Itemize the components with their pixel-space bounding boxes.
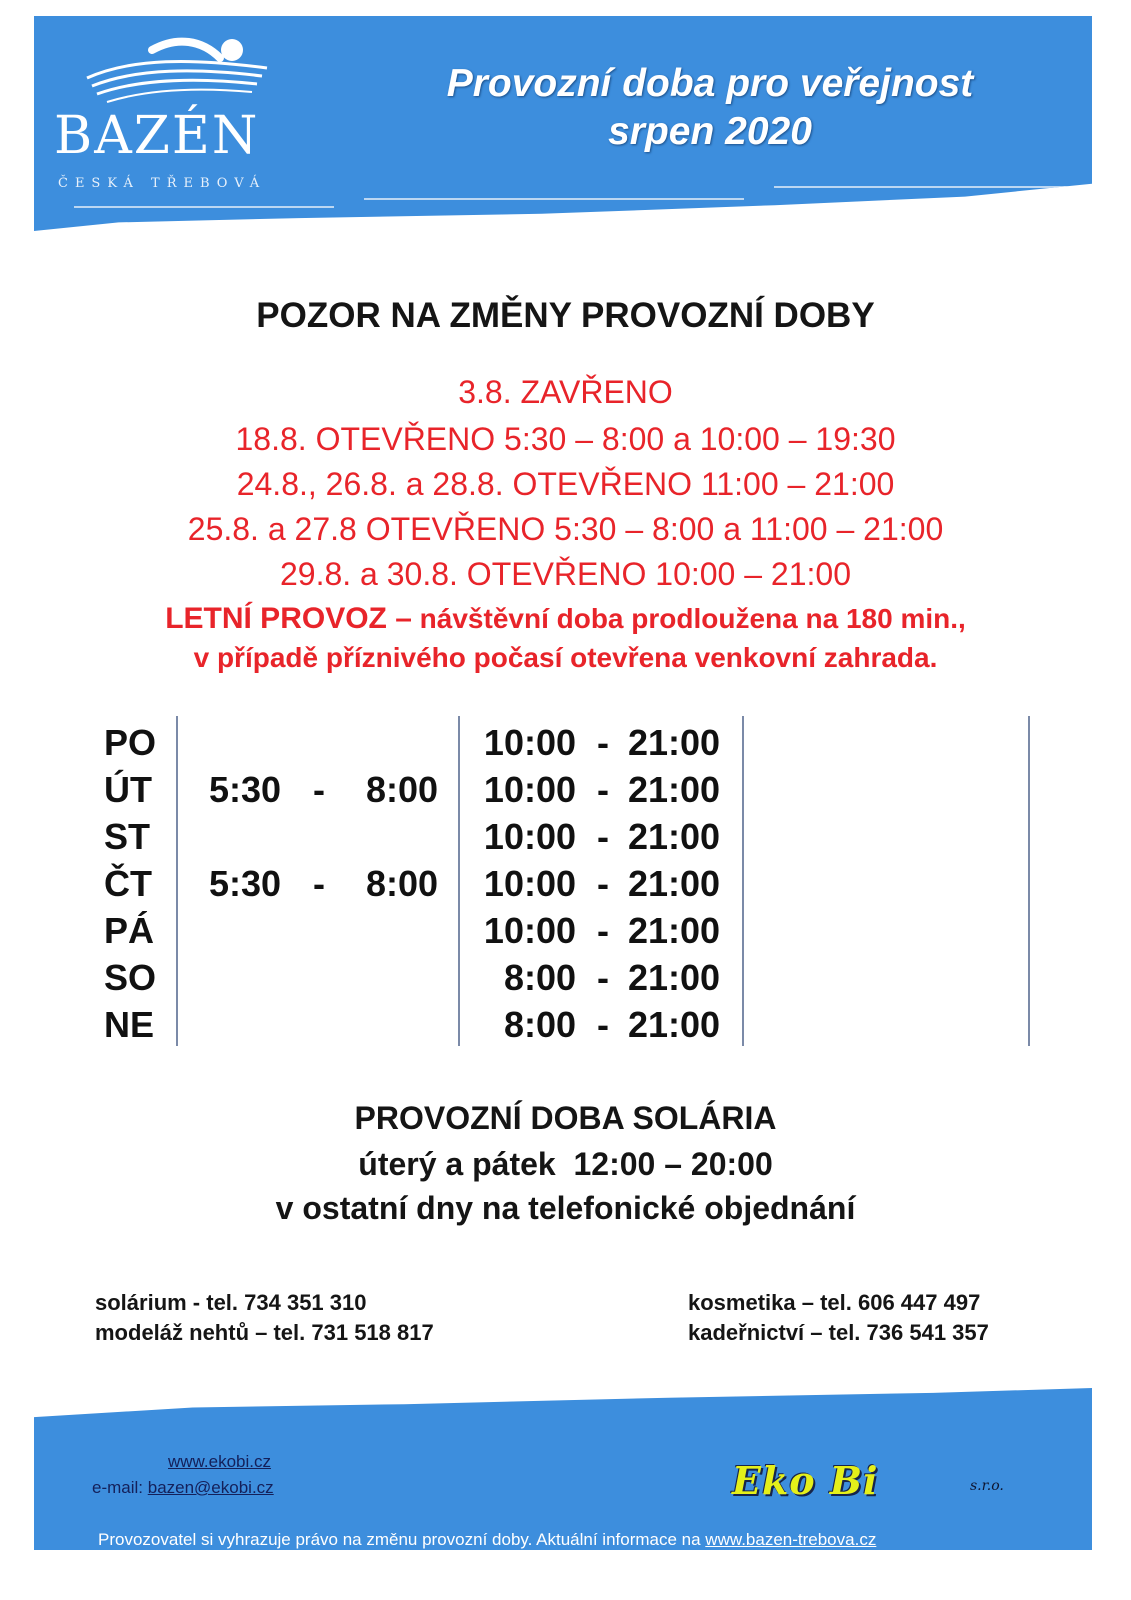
disclaimer [98,1530,876,1550]
contact-solarium: solárium - tel. 734 351 310 [95,1290,367,1315]
change-line: 25.8. a 27.8 OTEVŘENO 5:30 – 8:00 a 11:00 – 21:00 [187,511,944,547]
contact-nails: modeláž nehtů – tel. 731 518 817 [95,1320,434,1345]
afternoon-dash: - [597,957,609,998]
afternoon-end: 21:00 [628,816,721,857]
ekobi-logo: Eko Bi [732,1458,879,1503]
summer-note-label: LETNÍ PROVOZ – [165,602,412,635]
afternoon-start: 10:00 [483,769,576,810]
wave-streak [74,206,334,208]
afternoon-start: 10:00 [483,863,576,904]
morning-end: 8:00 [366,769,439,810]
afternoon-dash: - [597,1004,609,1045]
bazen-logo [52,28,312,191]
table-row [0,1004,1131,1051]
solarium-hours: úterý a pátek 12:00 – 20:00 [358,1146,773,1182]
afternoon-end: 21:00 [628,769,721,810]
afternoon-dash: - [597,910,609,951]
logo-brand: BAZÉN [54,106,260,166]
day-cell: PÁ [104,910,155,951]
afternoon-end: 21:00 [628,863,721,904]
day-cell: ČT [104,863,152,904]
page-title: Provozní doba pro veřejnost [446,62,974,105]
afternoon-end: 21:00 [628,1004,721,1045]
afternoon-start: 8:00 [503,1004,576,1045]
afternoon-dash: - [597,816,609,857]
disclaimer-link[interactable]: www.bazen-trebova.cz [705,1530,877,1549]
morning-end: 8:00 [366,863,439,904]
morning-start: 5:30 [209,769,282,810]
summer-note-text: návštěvní doba prodloužena na 180 min., [411,603,966,634]
morning-start: 5:30 [209,863,282,904]
afternoon-end: 21:00 [628,957,721,998]
table-row [0,863,1131,910]
afternoon-dash: - [597,722,609,763]
logo-city: ČESKÁ TŘEBOVÁ [58,176,267,191]
contact-cosmetics: kosmetika – tel. 606 447 497 [688,1290,981,1315]
ekobi-logo-suffix: s.r.o. [970,1478,1004,1494]
change-line: 3.8. ZAVŘENO [458,374,673,410]
opening-hours-table [0,716,1131,1046]
summer-note-line2: v případě příznivého počasí otevřena venkovní zahrada. [193,642,938,673]
table-row [0,957,1131,1004]
solarium-title: PROVOZNÍ DOBA SOLÁRIA [354,1100,777,1136]
afternoon-dash: - [597,863,609,904]
afternoon-end: 21:00 [628,910,721,951]
afternoon-dash: - [597,769,609,810]
table-row [0,816,1131,863]
disclaimer-text: Provozovatel si vyhrazuje právo na změnu provozní doby. Aktuální informace na [98,1530,706,1549]
email-line [92,1478,274,1498]
warning-title: POZOR NA ZMĚNY PROVOZNÍ DOBY [256,296,875,335]
email-label: e-mail: [92,1478,148,1497]
solarium-note: v ostatní dny na telefonické objednání [275,1190,856,1226]
table-row [0,722,1131,769]
afternoon-start: 10:00 [483,910,576,951]
page-subtitle: srpen 2020 [608,110,812,153]
change-line: 24.8., 26.8. a 28.8. OTEVŘENO 11:00 – 21:00 [236,466,895,502]
contact-hairdresser: kadeřnictví – tel. 736 541 357 [688,1320,989,1345]
change-line: 29.8. a 30.8. OTEVŘENO 10:00 – 21:00 [279,556,851,592]
email-link[interactable]: bazen@ekobi.cz [147,1478,274,1497]
morning-dash: - [313,863,325,904]
wave-streak [364,198,744,200]
day-cell: NE [104,1004,155,1045]
wave-streak [774,186,1074,188]
day-cell: SO [104,957,157,998]
afternoon-start: 10:00 [483,816,576,857]
summer-note-line1 [0,602,1131,636]
swimmer-icon [82,28,272,113]
afternoon-end: 21:00 [628,722,721,763]
day-cell: PO [104,722,157,763]
table-row [0,910,1131,957]
morning-dash: - [313,769,325,810]
change-line: 18.8. OTEVŘENO 5:30 – 8:00 a 10:00 – 19:30 [235,421,896,457]
afternoon-start: 8:00 [503,957,576,998]
table-row [0,769,1131,816]
website-link[interactable] [168,1452,271,1472]
day-cell: ÚT [104,769,152,810]
website-url[interactable]: www.ekobi.cz [168,1452,271,1471]
day-cell: ST [104,816,151,857]
afternoon-start: 10:00 [483,722,576,763]
